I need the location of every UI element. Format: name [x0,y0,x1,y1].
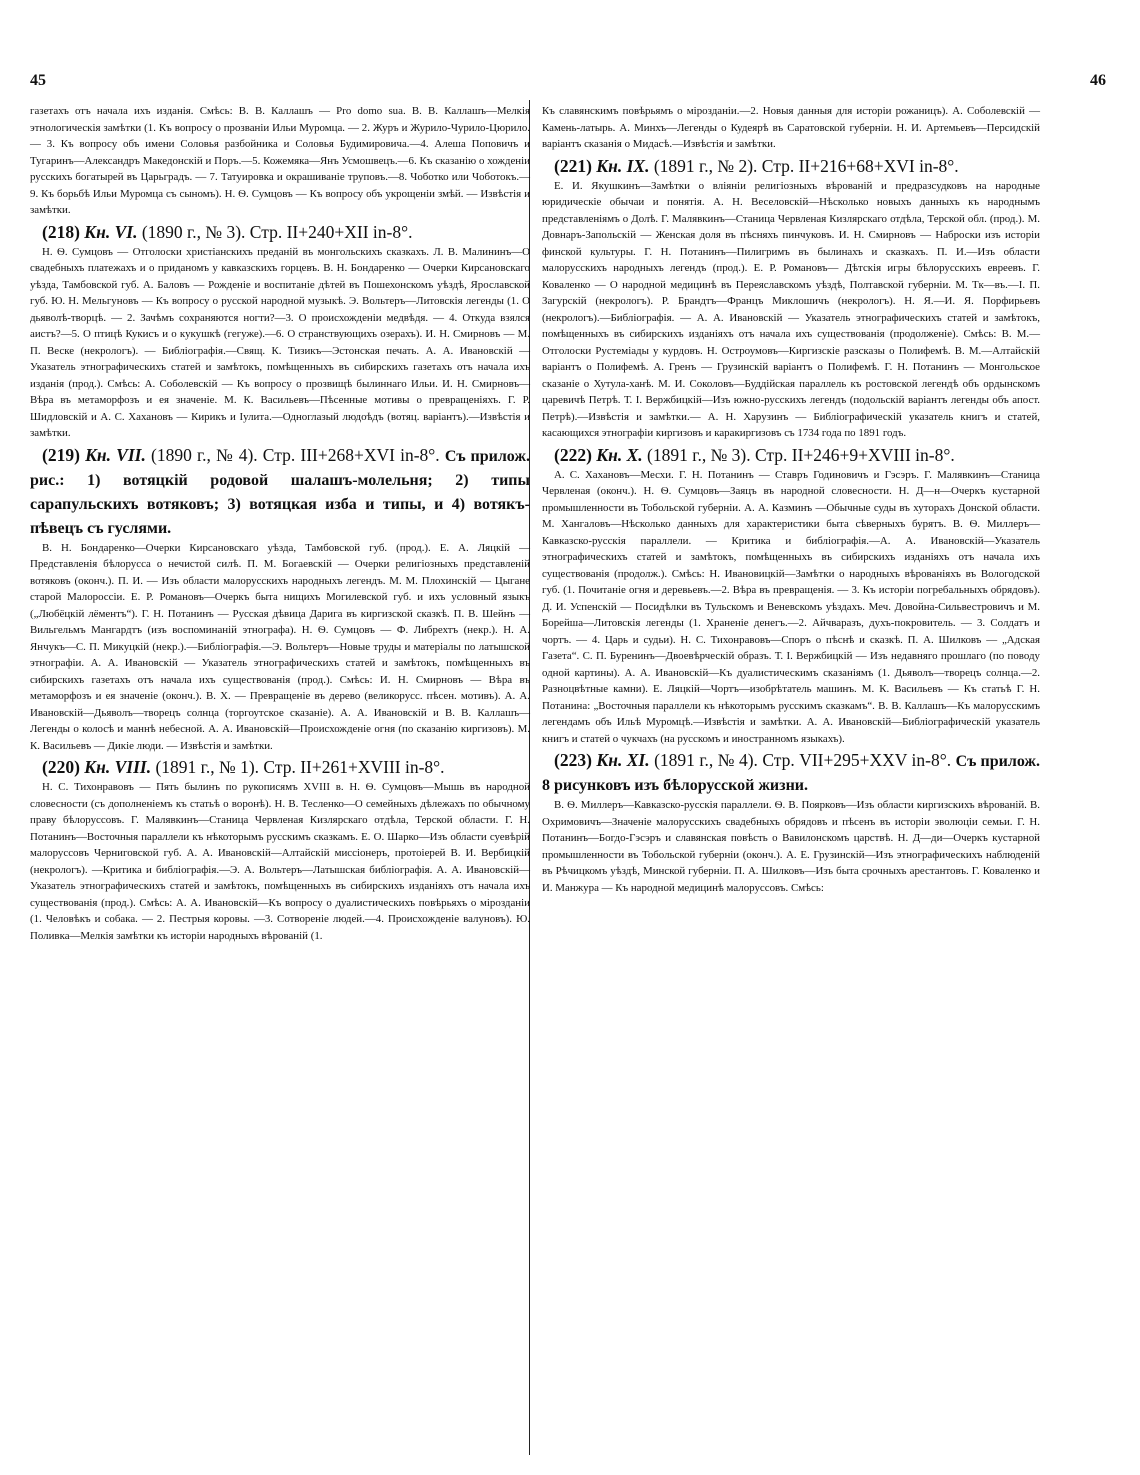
entry-number: (221) [554,155,592,176]
entry-supplement: Съ прилож. 8 рисунковъ изъ бѣлорусской жизни. [542,753,1041,794]
entry-contents-218: Н. Ѳ. Сумцовъ — Отголоски христіанскихъ преданій въ монгольскихъ сказкахъ. Л. В. Малининъ—О свадебныхъ платежахъ и о приданомъ у кавказскихъ горцевъ. В. Н. Бондаренко — Очерки Кирсановскаго уѣзда, Тамбовской губ. А. Баловъ — Рожденіе и воспитаніе дѣтей въ Пошехонскомъ уѣздѣ, Ярославской губ. Ю. Н. Мельгуновъ — Къ вопросу о русской народной музыкѣ. Э. Вольтеръ—Литовскія легенды (1. О дьяволѣ-творцѣ. — 2. Зачѣмъ сохраняются ногти?—3. О происхожденіи медвѣдя. — 4. Откуда взялся аистъ?—5. О птицѣ Кукисъ и о кукушкѣ (гегуже).—6. О странствующихъ озерахъ). И. Н. Смирновъ — М. П. Веске (некрологъ). — Библіографія.—Свящ. К. Тизикъ—Эстонская печать. А. А. Ивановскій — Указатель этнографическихъ статей и замѣтокъ, помѣщенныхъ въ сибирскихъ газетахъ отъ начала ихъ изданія (прод.). Смѣсь: А. Соболевскій — Къ вопросу о прозвищѣ былиннаго Ильи. И. Н. Смирновъ—Вѣра въ метаморфозъ и ея значеніе. М. К. Васильевъ—Пѣсенные мотивы о превращеніяхъ. Г. Р. Шидловскій и А. С. Хахановъ — Кирикъ и Іулита.—Одноглазый людоѣдъ (вотяц. варіантъ).—Извѣстія и замѣтки. [30,245,530,439]
entry-heading-221 [542,155,1040,178]
page-number-right: 46 [1090,72,1106,89]
entry-contents-221: Е. И. Якушкинъ—Замѣтки о вліяніи религіозныхъ вѣрованій и предразсудковъ на народные юридическіе обычаи и понятія. А. Н. Веселовскій—Нѣсколько новыхъ данныхъ къ народнымъ представленіямъ о Долѣ. Г. Малявкинъ—Станица Червленая Кизлярскаго отдѣла, Терской обл. (прод.). М. Довнаръ-Запольскій — Женская доля въ пѣсняхъ пинчуковъ. И. Н. Смирновъ — Наброски изъ исторіи финской культуры. Г. Н. Потанинъ—Пилигримъ въ былинахъ и сказкахъ. П. И.—Изъ области малорусскихъ народныхъ легендъ (прод.). Е. Р. Романовъ— Дѣтскія игры бѣлорусскихъ евреевъ. Г. Коваленко — О народной медицинѣ въ Переяславскомъ уѣздѣ, Полтавской губерніи. М. Тк—въ.—І. П. Загурскій (некрологъ). Р. Брандтъ—Францъ Миклошичъ (некрологъ). Н. Я.—И. Я. Порфирьевъ (некрологъ).—Библіографія. — А. А. Ивановскій — Указатель этнографическихъ статей и замѣтокъ, помѣщенныхъ въ сибирскихъ изданіяхъ отъ начала ихъ существованія (продолженіе). Смѣсь: В. М.—Отголоски Рустеміады у курдовъ. Н. Остроумовъ—Киргизскіе разсказы о Полифемѣ. В. М.—Алтайскій варіантъ о Полифемѣ. А. Гренъ — Грузинскій варіантъ о Полифемѣ. Г. Н. Потанинъ — Монгольское сказаніе о Хутула-ханѣ. М. И. Соколовъ—Буддійская параллель къ ростовской легендѣ объ ордынскомъ царевичѣ Петрѣ. Т. І. Вержбицкій—Изъ южно-русскихъ легендъ (подольскій варіантъ легенды объ апост. Петрѣ).—Извѣстія и замѣтки.— А. Н. Харузинъ — Библіографическій указатель книгъ и статей, касающихся этнографіи киргизовъ и каракиргизовъ съ 1734 года по 1891 годъ. [542,179,1040,439]
entry-details: (1891 г., № 2). Стр. II+216+68+XVI in-8°. [653,155,959,176]
book-label: Кн. XI. [596,750,650,770]
left-column [30,103,530,944]
entry-number: (220) [42,757,80,777]
right-column [542,103,1040,896]
entry-supplement: Съ прилож. рис.: 1) вотяцкій родовой шалашъ-молельня; 2) типы сарапульскихъ вотяковъ; 3) вотяцкая изба и типы, и 4) вотякъ-пѣвецъ съ гуслями. [30,447,531,537]
entry-contents-220: Н. С. Тихонравовъ — Пять былинъ по рукописямъ XVIII в. Н. Ѳ. Сумцовъ—Мышь въ народной словесности (съ дополненіемъ къ статьѣ о воронѣ). Н. В. Тесленко—О семейныхъ дѣлежахъ по обычному праву бѣлоруссовъ. Г. Малявкинъ—Станица Червленая Кизлярскаго отдѣла, Терской области. Г. Н. Потанинъ—Восточныя параллели къ нѣкоторымъ русскимъ сказкамъ. Е. О. Шарко—Изъ области суевѣрій малоруссовъ Черниговской губ. А. А. Ивановскій—Алтайскій миссіонеръ, протоіерей В. И. Вербицкій (некрологъ). —Критика и библіографія.—Э. А. Вольтеръ—Латышская библіографія. А. А. Ивановскій—Указатель этнографическихъ статей и замѣтокъ, помѣщенныхъ въ сибирскихъ изданіяхъ отъ начала ихъ существованія (прод.). Смѣсь: А. А. Ивановскій—Къ вопросу о дуалистическихъ повѣрьяхъ о мірозданіи (1. Человѣкъ и собака. — 2. Пестрыя коровы. —3. Сотвореніе людей.—4. Происхожденіе валуновъ). Ю. Поливка—Мелкія замѣтки къ исторіи народныхъ вѣрованій (1. [30,781,530,942]
continued-entry-text: Къ славянскимъ повѣрьямъ о мірозданіи.—2. Новыя данныя для исторіи рожаницъ). А. Соболевскій — Камень-латырь. А. Минхъ—Легенды о Кудеярѣ въ Саратовской губерніи. Н. И. Артемьевъ—Персидскій варіантъ сказанія о Мидасѣ.—Извѣстія и замѣтки. [542,105,1040,150]
entry-heading-223 [542,749,1040,797]
book-label: Кн. IX. [596,155,650,176]
entry-contents-219: В. Н. Бондаренко—Очерки Кирсановскаго уѣзда, Тамбовской губ. (прод.). Е. А. Ляцкій — Представленія бѣлорусса о нечистой силѣ. П. М. Богаевскій — Очерки религіозныхъ представленій вотяковъ (оконч.). П. И. — Изъ области малорусскихъ народныхъ легендъ. М. М. Плохинскій — Цыгане старой Малороссіи. Е. Р. Романовъ—Очеркъ быта нищихъ Могилевской губ. и ихъ условный языкъ („Любёцкій лёментъ“). Г. Н. Потанинъ — Русская дѣвица Дарига въ киргизской сказкѣ. П. В. Шейнъ — Вильгельмъ Мангардтъ (изъ воспоминаній этнографа). Н. Ѳ. Сумцовъ — Ф. Либрехтъ (некр.). Н. А. Янчукъ—С. П. Микуцкій (некр.).—Библіографія.—Э. Вольтеръ—Новые труды и матеріалы по латышской этнографіи. А. А. Ивановскій — Указатель этнографическихъ статей и замѣтокъ, помѣщенныхъ въ сибирскихъ газетахъ отъ начала ихъ существованія (прод.). Смѣсь: И. Н. Смирновъ — Вѣра въ метаморфозъ и ея значеніе (оконч.). В. Х. — Превращеніе въ дерево (великорусс. пѣсен. мотивъ). А. А. Ивановскій—Дьяволъ—творецъ солнца (торгоутское сказаніе). А. А. Ивановскій и В. В. Каллашъ—Легенды о колосѣ и маннѣ небесной. А. А. Ивановскій—Происхожденіе огня (по сказанію киргизовъ). М. К. Васильевъ — Дикіе люди. — Извѣстія и замѣтки. [30,541,530,752]
entry-details: (1891 г., № 1). Стр. II+261+XVIII in-8°. [155,757,445,777]
entry-heading-218 [30,221,530,244]
continued-entry-text: газетахъ отъ начала ихъ изданія. Смѣсь: В. В. Каллашъ — Pro domo sua. В. В. Каллашъ—Мелкія этнологическія замѣтки (1. Къ вопросу о прозваніи Ильи Муромца. — 2. Журъ и Журило-Чурило-Цюрило. — 3. Къ вопросу объ имени Соловья разбойника и Соловья Будимировича.—4. Алеша Поповичъ и Тугаринъ—Александръ Македонскій и Поръ.—5. Кожемяка—Янъ Усмошвецъ.—6. Къ сказанію о хожденіи русскихъ богатырей въ Царьградъ. — 7. Татуировка и окрашиваніе труповъ.—8. Чоботко или Чоботокъ.—9. Къ борьбѣ Ильи Муромца съ сыномъ). Н. Ѳ. Сумцовъ — Къ вопросу объ укрощеніи змѣй. — Извѣстія и замѣтки. [30,105,530,216]
entry-details: (1891 г., № 4). Стр. VII+295+XXV in-8°. [654,750,952,770]
entry-number: (222) [554,444,592,465]
book-label: Кн. VI. [84,221,138,242]
entry-details: (1891 г., № 3). Стр. II+246+9+XVIII in-8°. [647,444,955,465]
entry-number: (218) [42,221,80,242]
page-number-left: 45 [30,72,46,89]
book-label: Кн. VII. [85,444,146,465]
entry-details: (1890 г., № 3). Стр. II+240+XII in-8°. [141,221,413,242]
book-label: Кн. VIII. [84,757,152,777]
entry-contents-222: А. С. Хахановъ—Месхи. Г. Н. Потанинъ — Ставръ Годиновичъ и Гэсэръ. Г. Малявкинъ—Станица Червленая (оконч.). Н. Ѳ. Сумцовъ—Заяцъ въ народной словесности. Н. Д—н—Очеркъ кустарной промышленности въ Тобольской губерніи. А. А. Казминъ —Обычные суды въ хуторахъ Донской области. М. Хангаловъ—Нѣсколько данныхъ для характеристики быта сѣверныхъ бурятъ. В. Ѳ. Миллеръ—Кавказско-русскія параллели. — Критика и библіографія.—А. А. Ивановскій—Указатель этнографическихъ статей и замѣтокъ, помѣщенныхъ въ сибирскихъ изданіяхъ отъ начала ихъ существованія (продолж.). Смѣсь: Н. Ивановицкій—Замѣтки о народныхъ вѣрованіяхъ въ Вологодской губ. (1. Почитаніе огня и деревьевъ.—2. Вѣра въ превращенія. — 3. Къ исторіи погребальныхъ обрядовъ). Д. И. Успенскій — Посидѣлки въ Тульскомъ и Веневскомъ уѣздахъ. Меч. Довойна-Сильвестровичъ и М. Борейша—Литовскія легенды (1. Храненіе денегъ.—2. Айчваразъ, духъ-покровитель. — 3. Солдатъ и чортъ. — 4. Царь и судьи). Н. С. Тихонравовъ—Споръ о пѣснѣ и сказкѣ. П. А. Шилковъ — „Адская Газета“. С. П. Буренинъ—Двоевѣрческій образъ. Т. І. Вержбицкій — Изъ недавняго прошлаго (по поводу одной картины). А. А. Ивановскій—Къ дуалистическимъ сказаніямъ (1. Дьяволъ—творецъ солнца.—2. Разноцвѣтные камни). Е. Ляцкій—Чортъ—изобрѣтатель машинъ. М. К. Васильевъ — Къ статьѣ Г. Н. Потанина: „Восточныя параллели къ нѣкоторымъ русскимъ сказкамъ“. В. В. Каллашъ—Къ малорусскимъ легендамъ объ Ильѣ Муромцѣ.—Извѣстія и замѣтки. А. А. Ивановскій—Библіографическій указатель книгъ и статей о чукчахъ (на русскомъ и иностранномъ языкахъ). [542,468,1040,745]
book-label: Кн. X. [596,444,643,465]
entry-contents-223: В. Ѳ. Миллеръ—Кавказско-русскія параллели. Ѳ. В. Поярковъ—Изъ области киргизскихъ вѣрованій. В. Охримовичъ—Значеніе малорусскихъ свадебныхъ обрядовъ и пѣсенъ въ исторіи эволюціи семьи. Г. Н. Потанинъ—Богдо-Гэсэръ и славянская повѣсть о Вавилонскомъ царствѣ. Н. Д—ди—Очеркъ кустарной промышленности въ Тобольской губерніи (оконч.). А. Е. Грузинскій—Изъ этнографическихъ наблюденій въ Рѣчицкомъ уѣздѣ, Минской губерніи. П. А. Шилковъ—Изъ быта срочныхъ арестантовъ. Г. Коваленко и И. Манжура — Къ народной медицинѣ малоруссовъ. Смѣсь: [542,799,1040,894]
entry-number: (219) [42,444,80,465]
entry-heading-220 [30,756,530,779]
entry-number: (223) [554,750,592,770]
entry-details: (1890 г., № 4). Стр. III+268+XVI in-8°. [151,444,440,465]
entry-heading-222 [542,444,1040,467]
entry-heading-219 [30,444,530,540]
